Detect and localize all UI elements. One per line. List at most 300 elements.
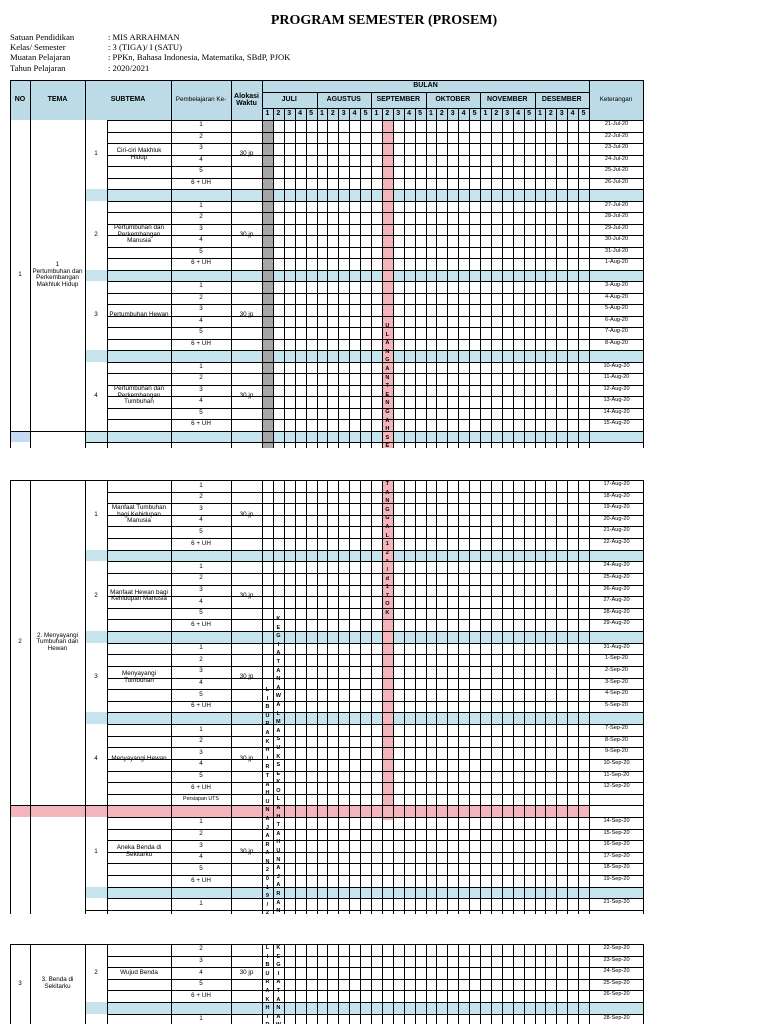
grid-line bbox=[349, 480, 350, 914]
meta-value: : PPKn, Bahasa Indonesia, Matematika, SBdP, PJOK bbox=[108, 52, 291, 63]
page-title: PROGRAM SEMESTER (PROSEM) bbox=[270, 13, 498, 28]
lesson-number: 3 bbox=[199, 385, 203, 393]
lesson-number: 3 bbox=[199, 504, 203, 512]
meta-row bbox=[10, 42, 290, 52]
date-cell: 15-Aug-20 bbox=[603, 420, 630, 426]
date-cell: 2-Sep-20 bbox=[604, 666, 628, 673]
header-week: 5 bbox=[527, 110, 531, 118]
lesson-number: 6 + UH bbox=[191, 420, 211, 428]
subtheme-number: 1 bbox=[94, 510, 98, 518]
lesson-number: 1 bbox=[199, 282, 203, 290]
grid-line bbox=[371, 480, 372, 914]
lesson-number: 5 bbox=[199, 247, 203, 255]
grid-line bbox=[535, 944, 536, 1024]
subtheme-name: Pertumbuhan Hewan bbox=[109, 311, 169, 319]
separator-band bbox=[85, 189, 643, 201]
date-cell: 4-Sep-20 bbox=[604, 690, 628, 697]
subtheme-number: 4 bbox=[94, 391, 98, 399]
grid-line bbox=[284, 944, 285, 1024]
grid-line bbox=[513, 480, 514, 914]
grid-line bbox=[513, 944, 514, 1024]
date-cell: 23-Sep-20 bbox=[603, 956, 630, 963]
grid-line bbox=[524, 944, 525, 1024]
grid-line bbox=[327, 944, 328, 1024]
lesson-number: 6 + UH bbox=[191, 259, 211, 267]
date-cell: 30-Jul-20 bbox=[604, 236, 629, 242]
date-cell: 19-Sep-20 bbox=[603, 876, 630, 883]
subtheme-number: 1 bbox=[94, 150, 98, 158]
date-cell: 26-Aug-20 bbox=[603, 585, 630, 592]
lesson-number: 2 bbox=[199, 830, 203, 838]
lesson-number: 1 bbox=[199, 725, 203, 733]
lesson-number: 4 bbox=[199, 155, 203, 163]
lesson-number: 5 bbox=[199, 167, 203, 175]
date-cell: 25-Aug-20 bbox=[603, 573, 630, 580]
grid-line bbox=[295, 480, 296, 914]
meta-label: Kelas/ Semester bbox=[10, 42, 66, 53]
lesson-number: 1 bbox=[199, 121, 203, 129]
header-week: 5 bbox=[309, 110, 313, 118]
lesson-number: 1 bbox=[199, 1015, 203, 1023]
theme-number: 1 bbox=[18, 270, 22, 278]
selected-cell bbox=[10, 431, 30, 443]
grid-line bbox=[338, 944, 339, 1024]
subtheme-number: 3 bbox=[94, 311, 98, 319]
date-cell: 24-Jul-20 bbox=[604, 155, 629, 162]
lesson-number: 4 bbox=[199, 397, 203, 405]
grid-line bbox=[447, 120, 448, 448]
grid-line bbox=[447, 480, 448, 914]
grid-line bbox=[327, 480, 328, 914]
date-cell: 19-Aug-20 bbox=[603, 504, 630, 511]
grid-line bbox=[393, 120, 394, 448]
grid-line bbox=[458, 120, 459, 448]
date-cell: 16-Sep-20 bbox=[603, 841, 630, 848]
grid-line bbox=[273, 120, 274, 448]
grid-line bbox=[578, 944, 579, 1024]
header-month: DESEMBER bbox=[541, 96, 582, 104]
theme-number: 3 bbox=[18, 979, 22, 987]
date-cell: 13-Aug-20 bbox=[603, 397, 630, 403]
subtheme-number: 2 bbox=[94, 968, 98, 976]
grid-line bbox=[643, 80, 644, 120]
date-cell: 21-Sep-20 bbox=[603, 899, 630, 906]
grid-line bbox=[469, 480, 470, 914]
alokasi-waktu: 30 jp bbox=[239, 311, 254, 319]
date-cell: 20-Aug-20 bbox=[603, 515, 630, 522]
date-cell: 10-Aug-20 bbox=[603, 362, 630, 369]
header-week: 4 bbox=[570, 110, 575, 118]
date-cell: 29-Aug-20 bbox=[603, 620, 630, 627]
header-week: 5 bbox=[581, 110, 586, 118]
date-cell: 31-Aug-20 bbox=[603, 643, 630, 650]
lesson-number: 6 + UH bbox=[191, 702, 211, 710]
grid-line bbox=[317, 944, 318, 1024]
grid-line bbox=[578, 480, 579, 914]
subtheme-name: Manfaat Tumbuhan bagi Kehidupan Manusia bbox=[111, 503, 167, 525]
grid-line bbox=[535, 120, 536, 448]
theme-name: 3. Benda di Sekitarku bbox=[41, 976, 74, 990]
subtheme-name: Wujud Benda bbox=[120, 968, 158, 976]
grid-line bbox=[360, 120, 361, 448]
date-cell: 21-Aug-20 bbox=[603, 527, 630, 534]
date-cell: 5-Sep-20 bbox=[604, 701, 628, 708]
grid-line bbox=[480, 944, 481, 1024]
subtheme-name: Menyayangi Tumbuhan bbox=[122, 669, 156, 684]
grid-line bbox=[426, 480, 427, 914]
date-cell: 28-Aug-20 bbox=[603, 608, 630, 615]
uts-label-vertical: U L A N G A N T E N G A H S E bbox=[385, 323, 390, 448]
subtheme-name: Pertumbuhan dan Perkembangan Manusia bbox=[113, 224, 165, 245]
subtheme-number: 4 bbox=[94, 754, 98, 762]
grid-line bbox=[404, 944, 405, 1024]
grid-line bbox=[107, 887, 643, 888]
date-cell: 7-Aug-20 bbox=[604, 328, 628, 334]
date-cell: 29-Jul-20 bbox=[604, 224, 629, 231]
date-cell: 25-Jul-20 bbox=[604, 167, 629, 173]
lesson-number: 5 bbox=[199, 980, 203, 988]
grid-line bbox=[360, 480, 361, 914]
date-cell: 22-Sep-20 bbox=[603, 945, 630, 951]
header-week: 1 bbox=[537, 110, 542, 118]
lesson-number: 5 bbox=[199, 772, 203, 779]
alokasi-waktu: 30 jp bbox=[239, 150, 254, 158]
subtheme-name: Menyayangi Hewan bbox=[111, 754, 167, 762]
header-week: 4 bbox=[461, 110, 466, 118]
date-cell: 17-Sep-20 bbox=[603, 852, 630, 859]
header-week: 1 bbox=[319, 110, 324, 118]
grid-line bbox=[545, 120, 546, 448]
header-week: 3 bbox=[559, 110, 564, 118]
lesson-number: 1 bbox=[199, 818, 203, 826]
date-cell: 25-Sep-20 bbox=[603, 979, 630, 986]
subtheme-number: 2 bbox=[94, 591, 98, 599]
grid-line bbox=[436, 120, 437, 448]
theme-number: 2 bbox=[18, 638, 22, 646]
lesson-number: 4 bbox=[199, 516, 203, 524]
date-cell: 24-Aug-20 bbox=[603, 562, 630, 569]
grid-line bbox=[107, 480, 108, 914]
date-cell: 26-Sep-20 bbox=[603, 991, 630, 998]
header-week: 2 bbox=[439, 110, 444, 118]
date-cell: 3-Sep-20 bbox=[604, 678, 628, 685]
grid-line bbox=[393, 480, 394, 914]
date-cell: 28-Sep-20 bbox=[603, 1014, 630, 1021]
grid-line bbox=[317, 120, 318, 448]
holiday-vertical-continued: L I B U R A K H I bbox=[265, 945, 270, 1020]
grid-line bbox=[491, 480, 492, 914]
grid-line bbox=[393, 944, 394, 1024]
grid-line bbox=[415, 120, 416, 448]
grid-line bbox=[349, 944, 350, 1024]
lesson-number: 4 bbox=[199, 679, 203, 687]
subtheme-name: Ciri-ciri Makhluk Hidup bbox=[116, 146, 162, 161]
grid-line bbox=[643, 120, 644, 448]
lesson-number: 2 bbox=[199, 293, 203, 301]
lesson-number: 3 bbox=[199, 224, 203, 232]
date-cell: 22-Jul-20 bbox=[604, 132, 629, 139]
subtheme-name: Aneka Benda di Sekitarku bbox=[116, 844, 162, 858]
grid-line bbox=[295, 944, 296, 1024]
header-week: 3 bbox=[341, 110, 346, 118]
meta-label: Muatan Pelajaran bbox=[10, 52, 71, 63]
date-cell: 28-Jul-20 bbox=[604, 213, 629, 219]
header-week: 3 bbox=[287, 110, 292, 118]
date-cell: 11-Aug-20 bbox=[603, 374, 630, 380]
lesson-number: 5 bbox=[199, 408, 203, 416]
grid-line bbox=[382, 944, 383, 1024]
grid-line bbox=[107, 550, 643, 551]
grid-line bbox=[556, 120, 557, 448]
grid-line bbox=[317, 480, 318, 914]
lesson-number: 6 + UH bbox=[191, 539, 211, 547]
alokasi-waktu: 30 jp bbox=[239, 754, 254, 762]
lesson-number: 2 bbox=[199, 374, 203, 382]
header-week: 4 bbox=[352, 110, 357, 118]
separator-band bbox=[85, 887, 643, 899]
lesson-number: 6 + UH bbox=[191, 991, 211, 999]
lesson-number: 2 bbox=[199, 737, 203, 745]
alokasi-waktu: 30 jp bbox=[239, 847, 254, 855]
grid-line bbox=[107, 944, 108, 1024]
grid-line bbox=[262, 120, 263, 448]
date-cell: 1-Sep-20 bbox=[604, 655, 628, 662]
lesson-number: 6 + UH bbox=[191, 876, 211, 884]
lesson-number: 3 bbox=[199, 586, 203, 594]
lesson-number: 4 bbox=[199, 236, 203, 244]
grid-line bbox=[480, 480, 481, 914]
header-week: 2 bbox=[385, 110, 390, 118]
grid-line bbox=[643, 480, 644, 914]
grid-line bbox=[306, 120, 307, 448]
separator-band bbox=[85, 631, 643, 643]
grid-line bbox=[415, 944, 416, 1024]
lesson-number: 3 bbox=[199, 957, 203, 965]
date-cell: 24-Sep-20 bbox=[603, 968, 630, 975]
lesson-number: 1 bbox=[199, 481, 203, 489]
lesson-number: 2 bbox=[199, 132, 203, 140]
separator-band bbox=[85, 550, 643, 562]
new-year-activity-continued: K E G I A T A N A bbox=[276, 945, 281, 1020]
grid-line bbox=[567, 480, 568, 914]
grid-line bbox=[556, 944, 557, 1024]
theme-name: 2. Menyayangi Tumbuhan dan Hewan bbox=[36, 631, 79, 652]
meta-value: : 3 (TIGA)/ I (SATU) bbox=[108, 42, 182, 53]
header-week: 3 bbox=[396, 110, 401, 118]
date-cell: 12-Aug-20 bbox=[603, 385, 630, 392]
lesson-number: 6 + UH bbox=[191, 339, 211, 347]
grid-line bbox=[524, 480, 525, 914]
lesson-number: 6 + UH bbox=[191, 178, 211, 186]
header-week: 2 bbox=[330, 110, 335, 118]
date-cell: 18-Aug-20 bbox=[603, 492, 630, 499]
subtheme-number: 1 bbox=[94, 847, 98, 855]
lesson-number: 5 bbox=[199, 527, 203, 535]
header-week: 1 bbox=[374, 110, 379, 118]
lesson-number: 2 bbox=[199, 213, 203, 221]
grid-line bbox=[306, 944, 307, 1024]
lesson-number: 1 bbox=[199, 562, 203, 570]
date-cell: 5-Aug-20 bbox=[604, 305, 628, 311]
grid-line bbox=[502, 480, 503, 914]
grid-line bbox=[469, 120, 470, 448]
grid-line bbox=[643, 944, 644, 1024]
grid-line bbox=[447, 944, 448, 1024]
grid-line bbox=[360, 944, 361, 1024]
date-cell: 1-Aug-20 bbox=[604, 259, 628, 265]
separator-band bbox=[85, 712, 643, 724]
lesson-number: 4 bbox=[199, 316, 203, 324]
uts-date-vertical: T A N G G A L 1 2 s / d 1 7 O K bbox=[385, 481, 390, 616]
date-cell: 4-Aug-20 bbox=[604, 293, 628, 300]
lesson-number: 5 bbox=[199, 690, 203, 698]
meta-value: : MIS ARRAHMAN bbox=[108, 32, 180, 42]
lesson-number: 5 bbox=[199, 328, 203, 336]
separator-band bbox=[85, 270, 643, 282]
grid-line bbox=[436, 480, 437, 914]
header-month: AGUSTUS bbox=[326, 96, 361, 104]
grid-line bbox=[338, 480, 339, 914]
grid-line bbox=[502, 944, 503, 1024]
grid-line bbox=[426, 120, 427, 448]
new-year-activity-vertical: K E G I A T A N A W A L M A S U K S E K O L A H T A H U N A J A R A N bbox=[275, 616, 281, 914]
lesson-number: 5 bbox=[199, 864, 203, 872]
header-week: 3 bbox=[505, 110, 510, 118]
grid-line bbox=[85, 442, 643, 443]
grid-line bbox=[567, 120, 568, 448]
date-cell: 17-Aug-20 bbox=[603, 481, 630, 487]
meta-label: Satuan Pendidikan bbox=[10, 32, 75, 42]
lesson-number: 3 bbox=[199, 841, 203, 849]
grid-line bbox=[556, 480, 557, 914]
grid-line bbox=[295, 120, 296, 448]
grid-line bbox=[107, 712, 643, 713]
header-week: 2 bbox=[494, 110, 499, 118]
grid-line bbox=[349, 120, 350, 448]
grid-line bbox=[107, 1002, 643, 1003]
date-cell: 10-Sep-20 bbox=[603, 759, 630, 766]
lesson-number: 1 bbox=[199, 644, 203, 652]
meta-row bbox=[10, 52, 290, 62]
header-week: 2 bbox=[276, 110, 281, 118]
grid-line bbox=[327, 120, 328, 448]
meta-value: : 2020/2021 bbox=[108, 62, 150, 73]
grid-line bbox=[480, 120, 481, 448]
header-tema: TEMA bbox=[47, 96, 68, 104]
grid-line bbox=[545, 944, 546, 1024]
grid-line bbox=[578, 120, 579, 448]
lesson-number: 3 bbox=[199, 667, 203, 675]
lesson-number: 4 bbox=[199, 597, 203, 605]
date-cell: 22-Aug-20 bbox=[603, 539, 630, 546]
meta-label: Tahun Pelajaran bbox=[10, 62, 66, 73]
header-subtema: SUBTEMA bbox=[110, 96, 146, 104]
date-cell: 9-Sep-20 bbox=[604, 748, 628, 755]
lesson-number: 1 bbox=[199, 362, 203, 370]
date-cell: 7-Sep-20 bbox=[604, 725, 628, 732]
header-month: JULI bbox=[281, 96, 297, 104]
header-no: NO bbox=[14, 96, 26, 104]
date-cell: 27-Aug-20 bbox=[603, 597, 630, 604]
lesson-number: 6 + UH bbox=[191, 620, 211, 628]
grid-line bbox=[545, 480, 546, 914]
header-week: 5 bbox=[363, 110, 368, 118]
header-month: NOVEMBER bbox=[487, 96, 528, 104]
meta-row bbox=[10, 32, 290, 42]
grid-line bbox=[338, 120, 339, 448]
lesson-number: 4 bbox=[199, 853, 203, 861]
separator-band bbox=[85, 1002, 643, 1014]
lesson-number: 3 bbox=[199, 748, 203, 756]
header-week: 1 bbox=[428, 110, 433, 118]
date-cell: 6-Aug-20 bbox=[604, 316, 628, 323]
date-cell: 14-Sep-20 bbox=[603, 817, 630, 824]
header-week: 4 bbox=[407, 110, 412, 118]
date-cell: 12-Sep-20 bbox=[603, 783, 630, 790]
lesson-number: 4 bbox=[199, 968, 203, 976]
lesson-number: 2 bbox=[199, 945, 203, 953]
lesson-number: 6 + UH bbox=[191, 783, 211, 791]
holiday-column bbox=[262, 120, 273, 448]
date-cell: 3-Aug-20 bbox=[604, 282, 628, 288]
date-cell: 23-Jul-20 bbox=[604, 144, 629, 150]
grid-line bbox=[306, 480, 307, 914]
grid-line bbox=[85, 910, 643, 911]
lesson-number: 2 bbox=[199, 574, 203, 582]
theme-name: 1 Pertumbuhan dan Perkembangan Makhluk Hidup bbox=[32, 261, 83, 288]
grid-line bbox=[284, 480, 285, 914]
grid-line bbox=[107, 350, 643, 351]
lesson-number: 5 bbox=[199, 609, 203, 617]
separator-band bbox=[85, 431, 643, 443]
date-cell: 27-Jul-20 bbox=[604, 201, 629, 208]
lesson-number: 2 bbox=[199, 493, 203, 501]
header-week: 3 bbox=[450, 110, 455, 118]
grid-line bbox=[371, 120, 372, 448]
alokasi-waktu: 30 jp bbox=[239, 510, 254, 518]
date-cell: 31-Jul-20 bbox=[604, 247, 629, 254]
grid-line bbox=[458, 480, 459, 914]
date-cell: 14-Aug-20 bbox=[603, 408, 630, 415]
grid-line bbox=[513, 120, 514, 448]
grid-line bbox=[458, 944, 459, 1024]
header-month: SEPTEMBER bbox=[376, 96, 421, 104]
document-meta bbox=[10, 32, 290, 73]
date-cell: 15-Sep-20 bbox=[603, 829, 630, 836]
header-pembelajaran: Pembelajaran Ke- bbox=[175, 95, 227, 103]
date-cell: 8-Sep-20 bbox=[604, 736, 628, 743]
header-bulan: BULAN bbox=[413, 82, 438, 90]
alokasi-waktu: 30 jp bbox=[239, 591, 254, 599]
lesson-number: 1 bbox=[199, 201, 203, 209]
grid-line bbox=[502, 120, 503, 448]
header-week: 1 bbox=[483, 110, 488, 118]
header-week: 4 bbox=[516, 110, 521, 118]
date-cell: 11-Sep-20 bbox=[603, 771, 630, 778]
grid-line bbox=[284, 120, 285, 448]
lesson-number: 1 bbox=[199, 899, 203, 907]
grid-line bbox=[567, 944, 568, 1024]
grid-line bbox=[491, 120, 492, 448]
lesson-number: 3 bbox=[199, 144, 203, 152]
header-week: 4 bbox=[298, 110, 303, 118]
header-keterangan: Keterangan bbox=[599, 95, 633, 103]
alokasi-waktu: 30 jp bbox=[239, 391, 254, 399]
alokasi-waktu: 30 jp bbox=[239, 230, 254, 238]
lesson-number: 3 bbox=[199, 305, 203, 313]
grid-line bbox=[436, 944, 437, 1024]
meta-row bbox=[10, 63, 290, 73]
